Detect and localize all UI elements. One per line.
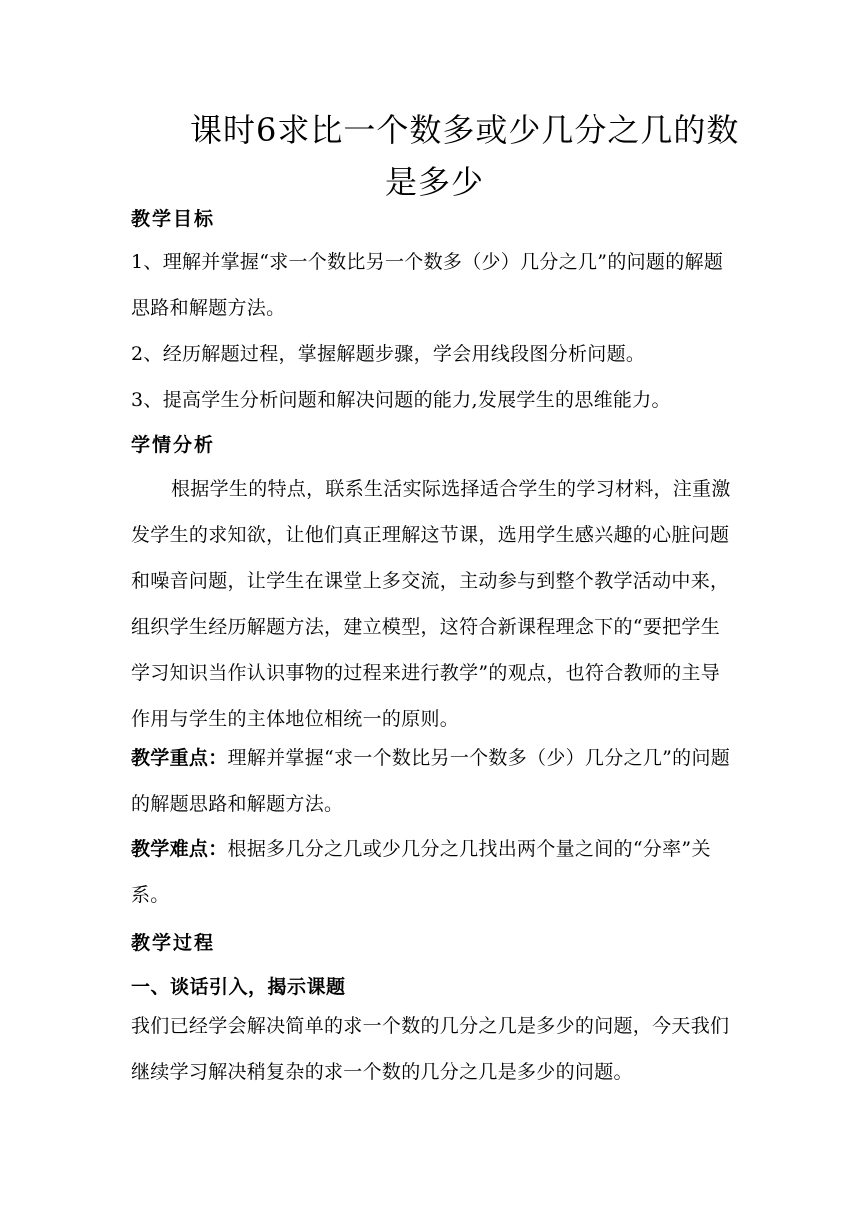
document-title xyxy=(190,104,750,208)
step1-paragraph: 我们已经学会解决简单的求一个数的几分之几是多少的问题，今天我们继续学习解决稍复杂的求一个数的几分之几是多少的问题。 xyxy=(131,1015,730,1083)
difficulty-paragraph xyxy=(131,826,731,918)
analysis-paragraph: 根据学生的特点，联系生活实际选择适合学生的学习材料，注重激发学生的求知欲，让他们真正理解这节课，选用学生感兴趣的心脏问题和噪音问题，让学生在课堂上多交流，主动参与到整个教学活动中来，组织学生经历解题方法，建立模型，这符合新课程理念下的“要把学生学习知识当作认识事物的过程来进行教学”的观点，也符合教师的主导作用与学生的主体地位相统一的原则。 xyxy=(131,478,731,730)
key-point-paragraph xyxy=(131,735,731,827)
difficulty-label: 教学难点： xyxy=(131,838,228,860)
process-heading: 教学过程 xyxy=(131,932,216,954)
title-line-2: 是多少 xyxy=(385,163,485,201)
analysis-heading: 学情分析 xyxy=(131,434,216,456)
goal-2: 2、经历解题过程，掌握解题步骤，学会用线段图分析问题。 xyxy=(131,343,646,365)
key-point-label: 教学重点： xyxy=(131,747,228,769)
title-line-1: 课时6求比一个数多或少几分之几的数 xyxy=(190,111,740,149)
difficulty-text: 根据多几分之几或少几分之几找出两个量之间的“分率”关系。 xyxy=(131,838,711,906)
goals-heading: 教学目标 xyxy=(131,208,216,230)
key-point-text: 理解并掌握“求一个数比另一个数多（少）几分之几”的问题的解题思路和解题方法。 xyxy=(131,747,731,815)
goal-3: 3、提高学生分析问题和解决问题的能力,发展学生的思维能力。 xyxy=(131,389,671,411)
step1-heading: 一、谈话引入，揭示课题 xyxy=(131,976,346,998)
goal-1: 1、理解并掌握“求一个数比另一个数多（少）几分之几”的问题的解题思路和解题方法。 xyxy=(131,251,724,319)
